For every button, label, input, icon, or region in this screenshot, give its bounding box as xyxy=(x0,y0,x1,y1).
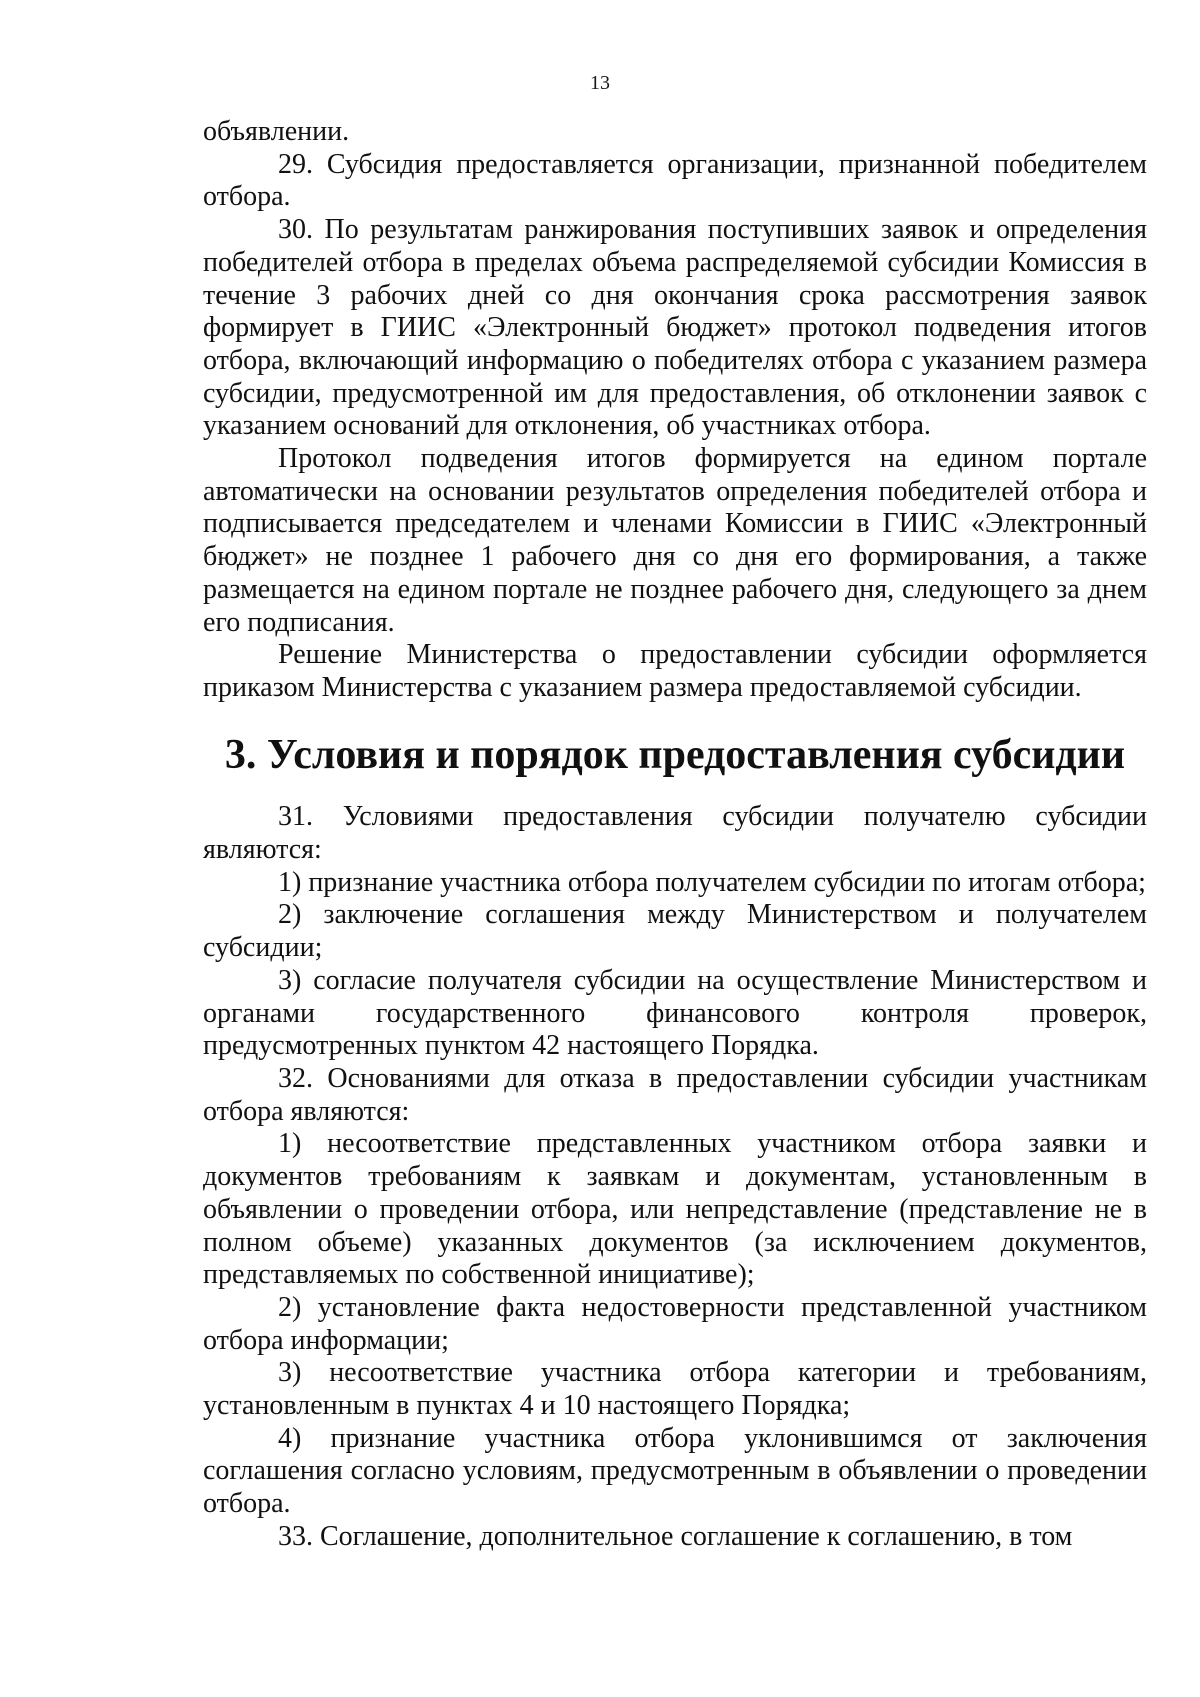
paragraph-31-item-1: 1) признание участника отбора получателем субсидии по итогам отбора; xyxy=(278,866,1146,898)
paragraph-31-item-2: 2) заключение соглашения между Министерством и получателем субсидии; xyxy=(203,899,1147,964)
section-heading: 3. Условия и порядок предоставления субсидии xyxy=(224,731,1126,778)
paragraph-continuation: объявлении. xyxy=(203,116,350,147)
document-body xyxy=(203,116,1147,1554)
paragraph-30: 30. По результатам ранжирования поступивших заявок и определения победителей отбора в пределах объема распределяемой субсидии Комиссия в течение 3 рабочих дней со дня окончания срока рассмотрения заявок формирует в ГИИС «Электронный бюджет» протокол подведения итогов отбора, включающий информацию о победителях отбора с указанием размера субсидии, предусмотренной им для предоставления, об отклонении заявок с указанием оснований для отклонения, об участниках отбора. xyxy=(203,214,1147,442)
paragraph-protocol: Протокол подведения итогов формируется на едином портале автоматически на основании результатов определения победителей отбора и подписывается председателем и членами Комиссии в ГИИС «Электронный бюджет» не позднее 1 рабочего дня со дня его формирования, а также размещается на едином портале не позднее рабочего дня, следующего за днем его подписания. xyxy=(203,443,1147,638)
paragraph-33: 33. Соглашение, дополнительное соглашение к соглашению, в том xyxy=(278,1520,1073,1552)
paragraph-32-item-4: 4) признание участника отбора уклонившимся от заключения соглашения согласно условиям, предусмотренным в объявлении о проведении отбора. xyxy=(203,1422,1147,1520)
paragraph-31: 31. Условиями предоставления субсидии получателю субсидии являются: xyxy=(203,801,1147,866)
paragraph-32-item-3: 3) несоответствие участника отбора категории и требованиям, установленным в пунктах 4 и 10 настоящего Порядка; xyxy=(203,1357,1147,1422)
page-number: 13 xyxy=(590,72,610,94)
paragraph-29: 29. Субсидия предоставляется организации, признанной победителем отбора. xyxy=(203,148,1147,213)
paragraph-32-item-1: 1) несоответствие представленных участником отбора заявки и документов требованиям к заявкам и документам, установленным в объявлении о проведении отбора, или непредставление (представление не в полном объеме) указанных документов (за исключением документов, представляемых по собственной инициативе); xyxy=(203,1128,1147,1291)
paragraph-32: 32. Основаниями для отказа в предоставлении субсидии участникам отбора являются: xyxy=(203,1062,1147,1127)
paragraph-decision: Решение Министерства о предоставлении субсидии оформляется приказом Министерства с указанием размера предоставляемой субсидии. xyxy=(203,639,1147,703)
paragraph-31-item-3: 3) согласие получателя субсидии на осуществление Министерством и органами государственного финансового контроля проверок, предусмотренных пунктом 42 настоящего Порядка. xyxy=(203,964,1147,1062)
paragraph-32-item-2: 2) установление факта недостоверности представленной участником отбора информации; xyxy=(203,1291,1147,1356)
